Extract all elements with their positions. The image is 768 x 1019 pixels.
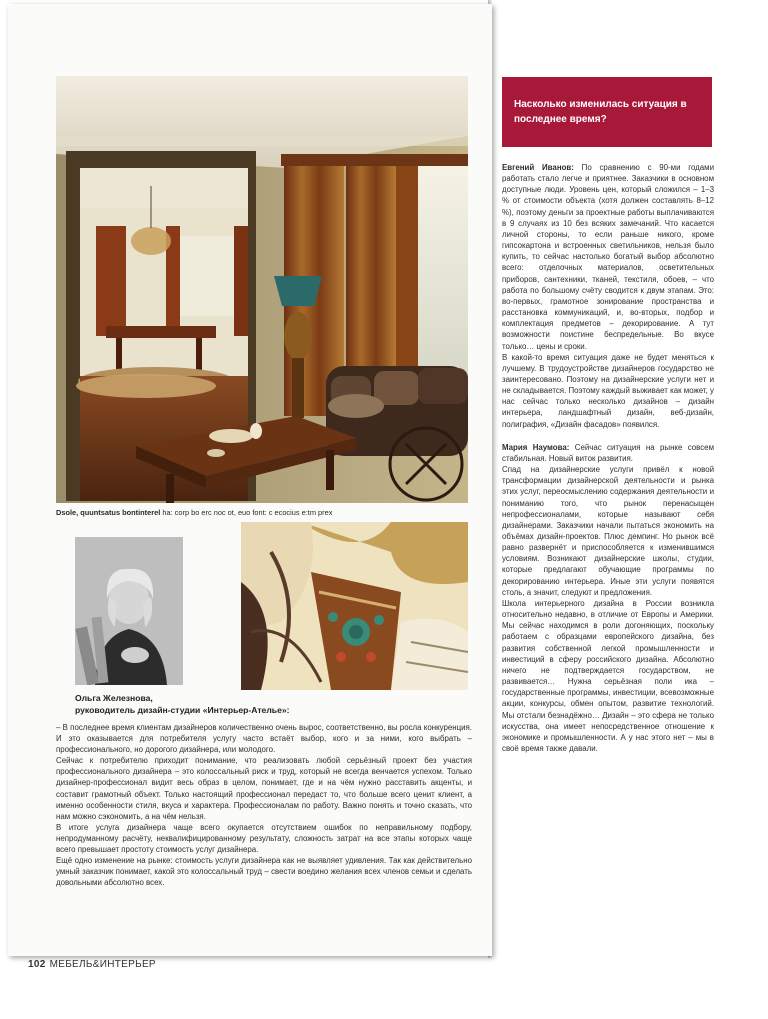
paragraph-text: По сравнению с 90-ми годами работать стало легче и приятнее. Заказчики в основном доступные люди. Уровень цен, который сложился – 1–3 % от стоимости объекта (хотя должен составлять 8–12 %), поэтому деньги за проектные работы выплачиваются в 9 случаях из 10 без всяких замечаний. Что касается личной стороны, то если раньше никого, кроме гипсокартона и встроенных светильников, нельзя было купить, то сейчас настолько богатый выбор абсолютно всего: отделочных материалов, осветительных приборов, сантехники, тканей, текстиля, обоев, – что работа по большому счёту сводится к двум этапам. Это: во-первых, грамотное зонирование пространства и расстановка коммуникаций, и, во-вторых, подбор и комплектация предметов – декорирование. А тут возможности поистине беспредельные. Во вкусе только… цены и сроки. (502, 163, 714, 351)
right-paragraph (502, 442, 714, 464)
page-number: 102 (28, 959, 46, 970)
portrait-name: Ольга Железнова, (75, 693, 153, 703)
photo-caption-bold: Dsole, quuntsatus bontinterel (56, 508, 161, 517)
left-paragraph: – В последнее время клиентам дизайнеров количественно очень вырос, соответственно, вы росла конкуренция. И это оказывается для потребителя услугу часто встаёт выбор, кого и за ними, кого выбрать – профессионального, но дорогого дизайнера, или молодого. (56, 723, 472, 755)
right-body-text (502, 162, 714, 754)
paragraph-gap (502, 430, 714, 442)
speaker-name: Евгений Иванов: (502, 163, 574, 172)
photo-caption (56, 508, 476, 518)
question-box (502, 77, 712, 147)
magazine-name: МЕБЕЛЬ&ИНТЕРЬЕР (49, 959, 156, 970)
portrait-photo (75, 537, 183, 685)
right-paragraph (502, 162, 714, 352)
right-paragraph: Школа интерьерного дизайна в России возникла относительно недавно, в отличие от Европы и Америки. Мы сейчас находимся в роли догоняющих, поскольку работаем с образцами европейского дизайна, без развития собственной легкой промышленности и инвестиций в сферу российского дизайна. Абсолютно ничего не подтверждается государством, не развивается… Нужна серьёзная поли ика – государственные программы, инвестиции, всевозможные акции, конкурсы, обмен опытом, развитие технологий. Мы отстали безнадёжно… Дизайн – это сфера не только искусства, она имеет непосредственное отношение к экономике и промышленности. А у нас этого нет – мы в своё время также давали. (502, 598, 714, 753)
right-paragraph: Спад на дизайнерские услуги привёл к новой трансформации дизайнерской деятельности и рынка этих услуг, переосмыслению содержания деятельности и пониманию того, что рынок перенасыщен непрофессионалами, которые называют себя дизайнерами. Заказчики начали пытаться экономить на объёмах дизайн-проектов. Плюс демпинг. Но рынок всё равно развернёт и приспособляется к изменившимся условиям. Возникают дизайнерские школы, студии, которые предлагают обучающие программы по декорированию интерьера. Иные эти услуги появятся столь, а значит, следуют и предложения. (502, 465, 714, 597)
photo-caption-text: ha: corp bo erc noc ot, euo font: c ecocius e:tm prex (162, 508, 333, 517)
detail-photo (241, 522, 468, 690)
left-paragraph: Сейчас к потребителю приходит понимание, что реализовать любой серьёзный проект без участия профессионального дизайнера – это колоссальный риск и труд, который не всегда венчается успехом. Только дизайнер-профессионал видит весь образ в целом, понимает, где и на чём нужно расставить акценты, и составит грамотный объект. Только настоящий профессионал передаст то, что больше всего ценит клиент, а именно особенности стиля, вкуса и характера. Профессионалам по работу. Важно понять и точно сказать, что нам можно сэкономить, а на чём нельзя. (56, 756, 472, 821)
question-heading: Насколько изменилась ситуация в последнее время? (514, 99, 687, 125)
page-folio (28, 959, 156, 970)
paragraph-text: Сейчас ситуация на рынке совсем стабильная. Новый виток развития. (502, 442, 714, 463)
left-paragraph: Ещё одно изменение на рынке: стоимость услуги дизайнера как не выявляет удивления. Так как действительно умный заказчик понимает, какой это колоссальный труд – свести воедино желания всех членов семьи и сделать довольными абсолютно всех. (56, 856, 472, 888)
left-paragraph: В итоге услуга дизайнера чаще всего окупается отсутствием ошибок по неправильному подбору, непродуманному расчёту, неквалифицированному результату, сложность затрат на все этапы которых чаще всего превышает простоту стоимость услуг дизайнера. (56, 822, 472, 855)
speaker-name: Мария Наумова: (502, 442, 570, 452)
left-body-text (56, 722, 472, 888)
right-paragraph: В какой-то время ситуация даже не будет меняться к лучшему. В трудоустройстве дизайнеров государство не заинтересовано. Поэтому на дизайнерские услуги нет и не складывается. Поэтому каждый выживает как может, у нас сейчас только несколько дизайнов – дизайн интерьера, ландшафтный дизайн, веб-дизайн, полиграфия, «Дизайн фасадов» появился. (502, 352, 714, 429)
portrait-role: руководитель дизайн-студии «Интерьер-Ателье»: (75, 705, 290, 715)
portrait-caption (75, 692, 375, 716)
interior-photo (56, 76, 468, 503)
